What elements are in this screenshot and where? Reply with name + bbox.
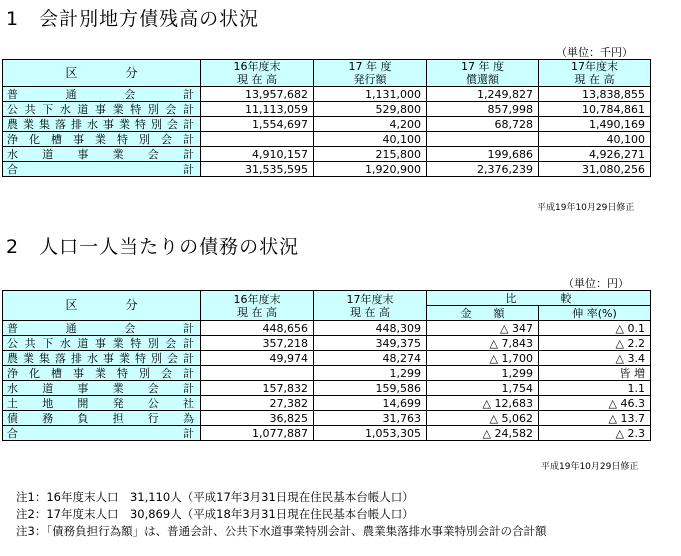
cell-value: 1,754	[427, 381, 539, 396]
cell-value: △ 2.3	[539, 426, 651, 441]
cell-value: 4,910,157	[201, 147, 314, 162]
header-col1-line1: 16年度末	[233, 292, 281, 306]
header-col2	[314, 291, 427, 321]
per-capita-debt-table	[2, 290, 651, 441]
row-label: 合計	[3, 162, 201, 177]
section2-unit: （単位：円）	[563, 277, 629, 290]
cell-value: 11,113,059	[201, 102, 314, 117]
section1-title: 1 会計別地方債残高の状況	[6, 8, 260, 30]
cell-value: 448,309	[314, 321, 427, 336]
cell-value	[201, 132, 314, 147]
table-row	[3, 147, 651, 162]
row-label: 合計	[3, 426, 201, 441]
row-label: 水道事業会計	[3, 381, 201, 396]
table-row	[3, 336, 651, 351]
cell-value: 1,077,887	[201, 426, 314, 441]
row-label: 農業集落排水事業特別会計	[3, 351, 201, 366]
footnote-3: 注3：「債務負担行為額」は、普通会計、公共下水道事業特別会計、農業集落排水事業特別会計の合計額	[16, 524, 547, 538]
cell-value: 157,832	[201, 381, 314, 396]
header-col1	[201, 291, 314, 321]
cell-value: 1,920,900	[314, 162, 427, 177]
debt-balance-table	[2, 59, 651, 177]
cell-value: 4,926,271	[539, 147, 651, 162]
row-label: 普通会計	[3, 321, 201, 336]
table-row	[3, 411, 651, 426]
table-row	[3, 351, 651, 366]
cell-value: 49,974	[201, 351, 314, 366]
header-col2-line1: 17 年 度	[348, 60, 392, 73]
header-col4-line1: 17年度末	[571, 60, 618, 73]
cell-value	[427, 132, 539, 147]
cell-value: 857,998	[427, 102, 539, 117]
table-row	[3, 102, 651, 117]
table-row	[3, 87, 651, 102]
header-col3	[427, 60, 539, 87]
header-category: 区 分	[3, 60, 201, 87]
cell-value: △ 0.1	[539, 321, 651, 336]
header-col4	[539, 60, 651, 87]
cell-value: △ 5,062	[427, 411, 539, 426]
header-col4-line2: 現 在 高	[574, 73, 615, 86]
section1-revision-note: 平成19年10月29日修正	[537, 203, 635, 213]
cell-value: △ 13.7	[539, 411, 651, 426]
cell-value: 1.1	[539, 381, 651, 396]
header-col1-line1: 16年度末	[233, 60, 281, 73]
header-col2	[314, 60, 427, 87]
cell-value: △ 24,582	[427, 426, 539, 441]
header-col1-line2: 現 在 高	[237, 305, 277, 319]
cell-value: 13,838,855	[539, 87, 651, 102]
header-col1-line2: 現 在 高	[237, 73, 277, 86]
cell-value: 31,080,256	[539, 162, 651, 177]
cell-value: 1,490,169	[539, 117, 651, 132]
table-row	[3, 381, 651, 396]
cell-value: 31,535,595	[201, 162, 314, 177]
footnote-1: 注1：16年度末人口 31,110人（平成17年3月31日現在住民基本台帳人口）	[16, 490, 414, 504]
cell-value: △ 347	[427, 321, 539, 336]
cell-value: △ 46.3	[539, 396, 651, 411]
cell-value: 36,825	[201, 411, 314, 426]
table-row	[3, 396, 651, 411]
header-col2-line2: 現 在 高	[350, 305, 390, 319]
cell-value: 13,957,682	[201, 87, 314, 102]
cell-value: 48,274	[314, 351, 427, 366]
cell-value: 1,131,000	[314, 87, 427, 102]
header-col2-line2: 発行額	[353, 73, 387, 86]
section2-revision-note: 平成19年10月29日修正	[541, 462, 639, 472]
header-col3-line2: 償還額	[466, 73, 499, 86]
cell-value: △ 3.4	[539, 351, 651, 366]
row-label: 公共下水道事業特別会計	[3, 102, 201, 117]
table-header-row	[3, 60, 651, 87]
cell-value: △ 12,683	[427, 396, 539, 411]
header-col1	[201, 60, 314, 87]
cell-value: 4,200	[314, 117, 427, 132]
cell-value: △ 2.2	[539, 336, 651, 351]
row-label: 債務負担行為	[3, 411, 201, 426]
row-label: 水道事業会計	[3, 147, 201, 162]
row-label: 農業集落排水事業特別会計	[3, 117, 201, 132]
row-label: 浄化槽事業特別会計	[3, 132, 201, 147]
cell-value: 1,053,305	[314, 426, 427, 441]
header-category: 区 分	[3, 291, 201, 321]
cell-value: 215,800	[314, 147, 427, 162]
table-row	[3, 117, 651, 132]
cell-value: 159,586	[314, 381, 427, 396]
cell-value: 27,382	[201, 396, 314, 411]
cell-value	[201, 366, 314, 381]
section2-title: 2 人口一人当たりの債務の状況	[6, 236, 300, 258]
row-label: 土地開発公社	[3, 396, 201, 411]
cell-value: 31,763	[314, 411, 427, 426]
header-col3-line1: 17 年 度	[461, 60, 504, 73]
cell-value: 10,784,861	[539, 102, 651, 117]
cell-value: 40,100	[314, 132, 427, 147]
table-row-total	[3, 162, 651, 177]
cell-value: 357,218	[201, 336, 314, 351]
row-label: 浄化槽事業特別会計	[3, 366, 201, 381]
cell-value: 349,375	[314, 336, 427, 351]
cell-value: 529,800	[314, 102, 427, 117]
cell-value: 1,249,827	[427, 87, 539, 102]
cell-value: 1,554,697	[201, 117, 314, 132]
table-row	[3, 366, 651, 381]
cell-value: △ 7,843	[427, 336, 539, 351]
cell-value: △ 1,700	[427, 351, 539, 366]
cell-value: 1,299	[314, 366, 427, 381]
cell-value: 448,656	[201, 321, 314, 336]
header-col3: 金 額	[427, 306, 539, 321]
table-row	[3, 321, 651, 336]
table-row	[3, 132, 651, 147]
table-row-total	[3, 426, 651, 441]
cell-value: 68,728	[427, 117, 539, 132]
section1-unit: （単位：千円）	[556, 46, 633, 59]
cell-value: 2,376,239	[427, 162, 539, 177]
row-label: 普通会計	[3, 87, 201, 102]
header-col2-line1: 17年度末	[346, 292, 394, 306]
footnote-2: 注2：17年度末人口 30,869人（平成18年3月31日現在住民基本台帳人口）	[16, 507, 414, 521]
cell-value: 40,100	[539, 132, 651, 147]
cell-value: 皆 増	[539, 366, 651, 381]
table-header-row	[3, 291, 651, 306]
row-label: 公共下水道事業特別会計	[3, 336, 201, 351]
header-compare: 比 較	[427, 291, 651, 306]
cell-value: 14,699	[314, 396, 427, 411]
cell-value: 199,686	[427, 147, 539, 162]
header-col4: 伸 率(%)	[539, 306, 651, 321]
cell-value: 1,299	[427, 366, 539, 381]
